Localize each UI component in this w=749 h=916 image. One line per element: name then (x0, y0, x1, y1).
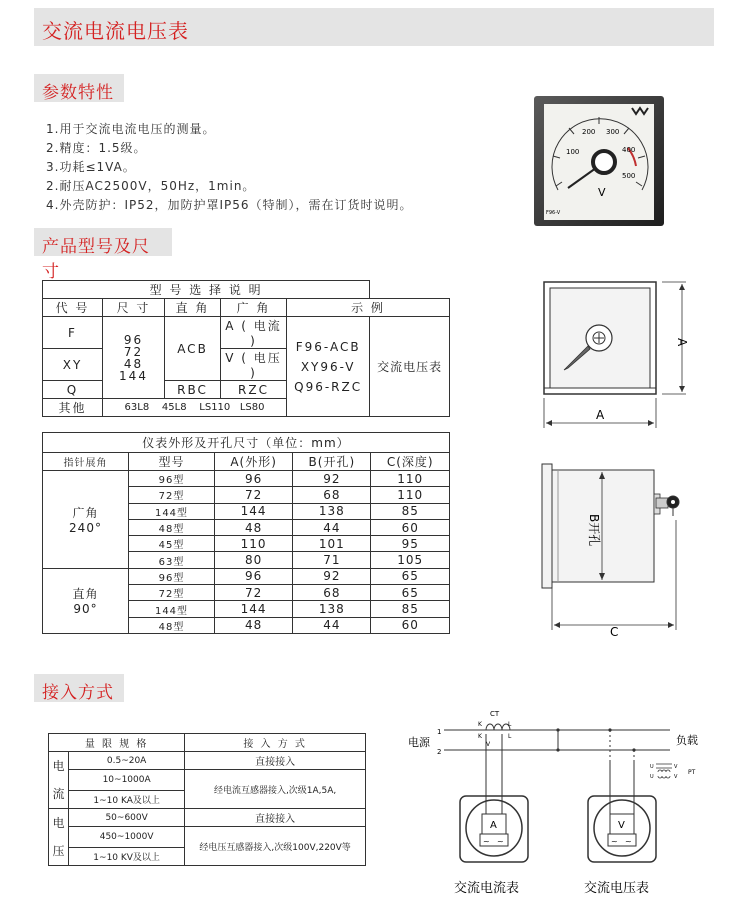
scale-200: 200 (582, 128, 596, 136)
dim-value: 138 (293, 601, 371, 617)
dim-value: 92 (293, 471, 371, 487)
side-label-b: B开孔 (587, 514, 601, 547)
spec-item: 4.外壳防护：IP52，加防护罩IP56（特制），需在订货时说明。 (46, 198, 413, 212)
circuit-diagram (400, 704, 730, 904)
spec-item: 1.用于交流电流电压的测量。 (46, 122, 216, 136)
dim-value: 68 (293, 487, 371, 503)
svg-text:L: L (508, 721, 512, 728)
current-method: 经电流互感器接入,次级1A,5A, (185, 770, 366, 809)
voltage-range: 1~10 KV及以上 (69, 848, 185, 866)
dim-model: 48型 (129, 519, 215, 535)
scale-500: 500 (622, 172, 636, 180)
dim-value: 44 (293, 519, 371, 535)
dim-value: 71 (293, 552, 371, 568)
dim-value: 85 (371, 503, 450, 519)
page-title: 交流电流电压表 (42, 19, 189, 43)
voltage-method: 直接接入 (185, 809, 366, 827)
dim-group-right (43, 568, 450, 633)
voltmeter-symbol: V (618, 820, 625, 831)
spec-list (46, 120, 413, 215)
dim-value: 48 (215, 617, 293, 633)
dim-model: 96型 (129, 568, 215, 584)
wiring-header: 接 入 方 式 (185, 734, 366, 752)
section-models: 产品型号及尺寸 (34, 228, 172, 256)
svg-text:~: ~ (625, 837, 632, 846)
side-label-c: C (610, 625, 619, 639)
dim-model: 48型 (129, 617, 215, 633)
voltage-range: 450~1000V (69, 827, 185, 848)
front-view-diagram (538, 276, 690, 428)
front-label-a-bottom: A (596, 408, 605, 422)
dim-row (43, 471, 450, 487)
dim-value: 144 (215, 601, 293, 617)
dim-value: 95 (371, 536, 450, 552)
svg-text:K: K (478, 733, 482, 740)
dim-value: 101 (293, 536, 371, 552)
line-2-label: 2 (437, 748, 442, 756)
dim-value: 72 (215, 487, 293, 503)
section-params: 参数特性 (34, 74, 124, 102)
scale-100: 100 (566, 148, 580, 156)
source-label: 电源 (408, 736, 430, 749)
model-header: 广 角 (221, 299, 287, 317)
meter-model-mark: F96-V (546, 210, 561, 216)
svg-text:V: V (486, 741, 491, 748)
meter-photo (532, 94, 666, 230)
model-table-title: 型 号 选 择 说 明 (43, 281, 370, 299)
voltage-label: 电 压 (49, 809, 69, 866)
dim-value: 96 (215, 568, 293, 584)
model-header: 直 角 (165, 299, 221, 317)
svg-text:U: U (650, 764, 654, 770)
dim-header: A(外形) (215, 453, 293, 471)
dim-value: 110 (371, 487, 450, 503)
current-method: 直接接入 (185, 752, 366, 770)
voltmeter-caption: 交流电压表 (584, 881, 650, 896)
dim-model: 72型 (129, 487, 215, 503)
dim-value: 60 (371, 519, 450, 535)
dim-model: 144型 (129, 503, 215, 519)
model-examples: F96-ACB XY96-V Q96-RZC (287, 317, 370, 417)
model-wide-angle: A ( 电流 ) (221, 317, 287, 349)
spec-item: 3.功耗≤1VA。 (46, 160, 136, 174)
dim-value: 60 (371, 617, 450, 633)
side-bezel (542, 464, 552, 588)
pt-transformer-icon (656, 764, 672, 778)
dim-group-wide (43, 471, 450, 569)
dim-table-title: 仪表外形及开孔尺寸（单位：mm） (43, 433, 450, 453)
model-code: XY (43, 349, 103, 381)
model-wide-angle: V ( 电压 ) (221, 349, 287, 381)
dim-model: 144型 (129, 601, 215, 617)
current-range: 1~10 KA及以上 (69, 791, 185, 809)
svg-text:V: V (674, 774, 678, 780)
dim-value: 138 (293, 503, 371, 519)
dim-value: 96 (215, 471, 293, 487)
ct-coil-icon (486, 724, 510, 730)
dim-value: 92 (293, 568, 371, 584)
spec-item: 2.耐压AC2500V，50Hz，1min。 (46, 179, 256, 193)
current-range: 10~1000A (69, 770, 185, 791)
voltage-range: 50~600V (69, 809, 185, 827)
ammeter-symbol: A (490, 820, 497, 831)
dim-value: 110 (371, 471, 450, 487)
model-wide-angle: RZC (221, 381, 287, 399)
front-label-a-side: A (675, 338, 689, 347)
page-title-bar (34, 8, 714, 46)
side-body (552, 470, 654, 582)
dim-value: 105 (371, 552, 450, 568)
dim-value: 65 (371, 568, 450, 584)
svg-text:V: V (674, 764, 678, 770)
svg-text:~: ~ (497, 837, 504, 846)
current-range: 0.5~20A (69, 752, 185, 770)
dim-value: 65 (371, 585, 450, 601)
dim-value: 85 (371, 601, 450, 617)
dim-value: 68 (293, 585, 371, 601)
dimension-table (42, 432, 450, 634)
dim-header: 指针展角 (43, 453, 129, 471)
spec-item: 2.精度：1.5级。 (46, 141, 147, 155)
ct-label: CT (490, 710, 500, 718)
svg-text:~: ~ (611, 837, 618, 846)
svg-text:K: K (478, 721, 482, 728)
dim-model: 96型 (129, 471, 215, 487)
load-label: 负载 (676, 734, 698, 747)
model-right-angle: ACB (165, 317, 221, 381)
dim-header: C(深度) (371, 453, 450, 471)
model-code: F (43, 317, 103, 349)
model-header: 尺 寸 (103, 299, 165, 317)
dim-value: 72 (215, 585, 293, 601)
dim-value: 110 (215, 536, 293, 552)
dim-value: 48 (215, 519, 293, 535)
dim-value: 144 (215, 503, 293, 519)
model-example-label: 交流电压表 (370, 317, 450, 417)
side-view-diagram (538, 460, 690, 640)
model-other-values: 63L8 45L8 LS110 LS80 (103, 399, 287, 417)
model-right-angle: RBC (165, 381, 221, 399)
meter-unit: V (598, 186, 606, 199)
scale-400: 400 (622, 146, 636, 154)
dim-value: 44 (293, 617, 371, 633)
current-label: 电 流 (49, 752, 69, 809)
dim-header: B(开孔) (293, 453, 371, 471)
dim-angle-label: 广角 240° (43, 471, 129, 569)
line-1-label: 1 (437, 728, 442, 736)
model-header: 示 例 (287, 299, 450, 317)
svg-text:L: L (508, 733, 512, 740)
dim-angle-label: 直角 90° (43, 568, 129, 633)
pt-label: PT (688, 769, 696, 776)
model-sizes: 96 72 48 144 (103, 317, 165, 399)
voltage-method: 经电压互感器接入,次级100V,220V等 (185, 827, 366, 866)
svg-text:U: U (650, 774, 654, 780)
dim-model: 45型 (129, 536, 215, 552)
model-other-label: 其他 (43, 399, 103, 417)
model-table (42, 280, 450, 417)
dim-value: 80 (215, 552, 293, 568)
model-code: Q (43, 381, 103, 399)
dim-header: 型号 (129, 453, 215, 471)
pivot-icon (593, 151, 615, 173)
dim-row (43, 568, 450, 584)
dim-model: 63型 (129, 552, 215, 568)
wiring-header: 量 限 规 格 (49, 734, 185, 752)
ammeter-caption: 交流电流表 (454, 881, 520, 896)
scale-300: 300 (606, 128, 620, 136)
wiring-table (48, 733, 366, 866)
model-header: 代 号 (43, 299, 103, 317)
section-wiring: 接入方式 (34, 674, 124, 702)
svg-text:~: ~ (483, 837, 490, 846)
dim-model: 72型 (129, 585, 215, 601)
